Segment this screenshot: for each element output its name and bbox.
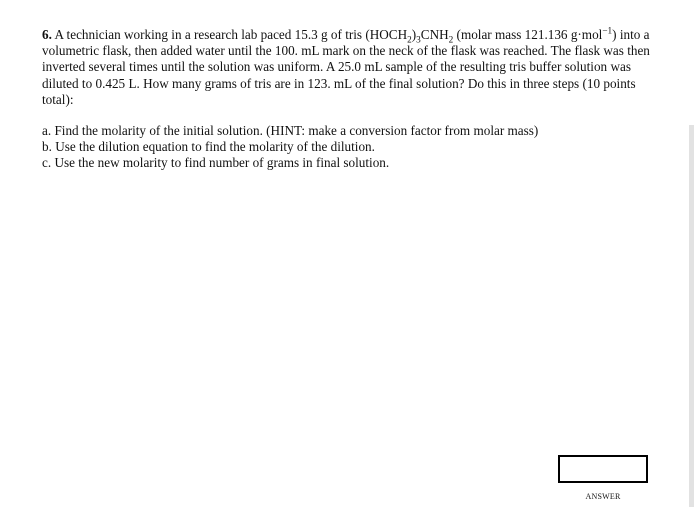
question-text-part: (molar mass 121.136 g·mol (453, 27, 603, 42)
part-c: c. Use the new molarity to find number of grams in final solution. (42, 155, 390, 171)
answer-input-box[interactable] (558, 455, 648, 483)
superscript: −1 (602, 25, 613, 36)
part-b: b. Use the dilution equation to find the molarity of the dilution. (42, 139, 375, 155)
question-number: 6. (42, 27, 52, 42)
subscript: 3 (416, 34, 421, 45)
question-text-part: ) into a volumetric flask, then added water until the 100. mL mark on the neck of the flask was reached. The flask was then inverted several times until the solution was uniform. A 25.0 mL sample of the resulting tris buffer solution was diluted to 0.425 L. How many grams of tris are in 123. mL of the final solution? Do this in three steps (10 points total): (42, 27, 650, 107)
question-text-part: A technician working in a research lab paced 15.3 g of tris (HOCH (51, 27, 408, 42)
answer-label: ANSWER (585, 492, 621, 501)
question-parts-list (42, 123, 664, 172)
question-text-part: ) (411, 27, 417, 42)
subscript: 2 (407, 34, 412, 45)
question-text-part: CNH (420, 27, 449, 42)
question-text (42, 27, 664, 108)
part-a: a. Find the molarity of the initial solution. (HINT: make a conversion factor from molar mass) (42, 123, 539, 138)
scrollbar[interactable] (689, 125, 694, 507)
subscript: 2 (448, 34, 454, 45)
